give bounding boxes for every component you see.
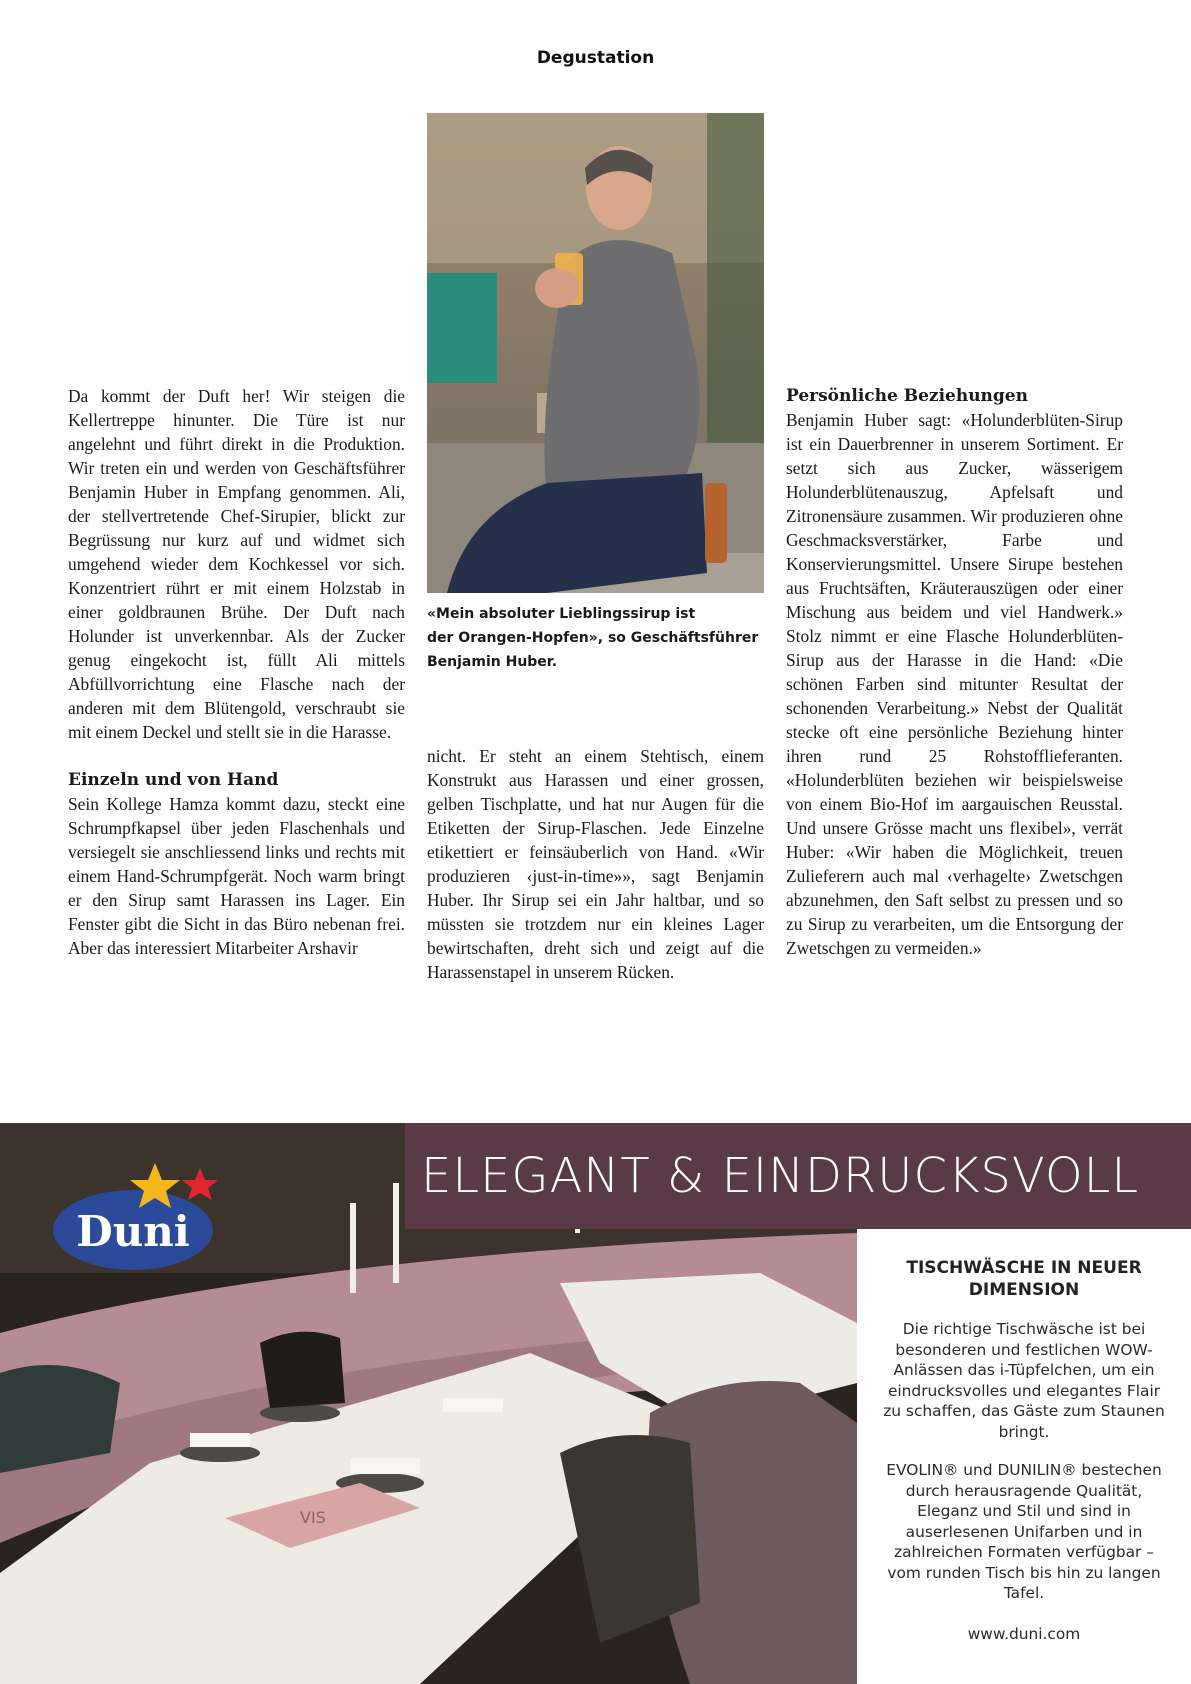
paragraph: Da kommt der Duft her! Wir steigen die Kellertreppe hinunter. Die Türe ist nur angelehnt und führt direkt in die Produktion. Wir treten ein und werden von Geschäftsführer Benjamin Huber in Empfang genommen. Ali, der stellvertretende Chef-Sirupier, blickt zur Begrüssung nur kurz auf und widmet sich umgehend wieder dem Kochkessel vor sich. Konzentriert rührt er mit einem Holzstab in einer goldbraunen Brühe. Der Duft nach Holunder ist unverkennbar. Als der Zucker genug eingekocht ist, füllt Ali mittels Abfüllvorrichtung eine Flasche nach der anderen mit dem Blütengold, verschraubt sie mit einem Deckel und stellt sie in die Harasse.	[68, 386, 405, 742]
ad-url-link[interactable]: www.duni.com	[967, 1624, 1081, 1643]
ad-paragraph: Die richtige Tischwäsche ist bei besonderen und festlichen WOW-Anlässen das i-Tüpfelchen, um ein eindrucksvolles und elegantes Flair zu schaffen, das Gäste zum Staunen bringt.	[883, 1320, 1165, 1441]
duni-logo-icon	[50, 1158, 225, 1273]
ad-banner: ELEGANT & EINDRUCKSVOLL	[405, 1123, 1191, 1229]
paragraph: Benjamin Huber sagt: «Holunderblüten-Sirup ist ein Dauerbrenner in unserem Sortiment. Er setzt sich aus Zucker, wässerigem Holunderblütenauszug, Apfelsaft und Zitronensäure zusammen. Wir produzieren ohne Geschmacksverstärker, Farbe und Konservierungsmittel. Unsere Sirupe bestehen aus Fruchtsäften, Kräuterauszügen oder einer Mischung aus beidem und viel Handwerk.» Stolz nimmt er eine Flasche Holunderblüten-Sirup aus der Harasse in die Hand: «Die schönen Farben sind mitunter Resultat der schonenden Verarbeitung.» Nebst der Qualität stecke oft eine persönliche Beziehung hinter ihren rund 25 Rohstofflieferanten. «Holunderblüten beziehen wir beispielsweise von einem Bio-Hof im aargauischen Reusstal. Und unsere Grösse macht uns flexibel», verrät Huber: «Wir haben die Möglichkeit, treuen Zulieferern auch mal ‹verhagelte› Zwetschgen abzunehmen, den Saft selbst zu pressen und so zu Sirup zu verarbeiten, um die Entsorgung der Zwetschgen zu vermeiden.»	[786, 410, 1123, 958]
paragraph: Sein Kollege Hamza kommt dazu, steckt eine Schrumpfkapsel über jeden Flaschenhals und versiegelt sie anschliessend links und rechts mit einem Hand-Schrumpfgerät. Noch warm bringt er den Sirup samt Harassen ins Lager. Ein Fenster gibt die Sicht in das Büro nebenan frei. Aber das interessiert Mitarbeiter Arshavir	[68, 794, 405, 958]
subheading: Einzeln und von Hand	[68, 770, 279, 790]
logo-wordmark: Duni	[76, 1207, 190, 1256]
ad-text-panel	[857, 1229, 1191, 1684]
photo-caption	[427, 602, 764, 674]
paragraph: nicht. Er steht an einem Stehtisch, einem Konstrukt aus Harassen und einer grossen, gelben Tischplatte, und hat nur Augen für die Etiketten der Sirup-Flaschen. Jede Einzelne etikettiert er feinsäuberlich von Hand. «Wir produzieren ‹just-in-time»», sagt Benjamin Huber. Ihr Sirup sei ein Jahr haltbar, und so müssten sie trotzdem nur ein kleines Lager bewirtschaften, dreht sich und zeigt auf die Harassenstapel in unserem Rücken.	[427, 746, 764, 982]
portrait-photo-illustration	[427, 113, 764, 593]
article-column-3	[786, 384, 1123, 960]
menu-card-text: VIS	[300, 1508, 326, 1527]
duni-logo	[50, 1158, 225, 1273]
duni-advertisement	[0, 1123, 1191, 1684]
article-column-1	[68, 384, 405, 960]
ad-heading: TISCHWÄSCHE IN NEUER DIMENSION	[906, 1258, 1142, 1300]
subheading: Persönliche Beziehungen	[786, 386, 1028, 406]
caption-line: «Mein absoluter Lieblingssirup ist	[427, 606, 696, 622]
portrait-photo	[427, 113, 764, 593]
caption-line: der Orangen-Hopfen», so Geschäftsführer	[427, 630, 759, 646]
section-title: Degustation	[536, 48, 655, 68]
article-column-2	[427, 744, 764, 984]
caption-line: Benjamin Huber.	[427, 654, 558, 670]
star-red-icon	[182, 1168, 218, 1200]
ad-paragraph: EVOLIN® und DUNILIN® bestechen durch herausragende Qualität, Eleganz und Stil und sind in auserlesenen Unifarben und in zahlreichen Formaten verfügbar – vom runden Tisch bis hin zu langen Tafel.	[886, 1461, 1162, 1602]
